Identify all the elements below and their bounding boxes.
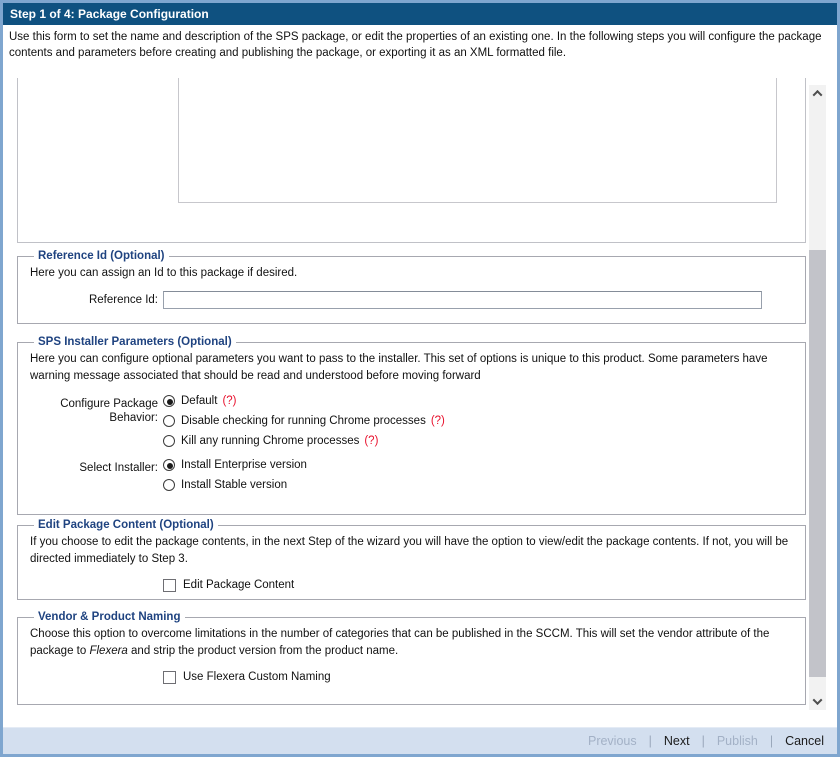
flexera-custom-naming-checkbox[interactable] (163, 671, 176, 684)
scroll-down-button[interactable] (809, 693, 826, 710)
chevron-down-icon (813, 695, 823, 705)
reference-id-help-text: Here you can assign an Id to this package if desired. (30, 267, 298, 279)
edit-package-content-legend: Edit Package Content (Optional) (38, 519, 214, 531)
radio-label-disable-checking[interactable]: Disable checking for running Chrome processes (181, 414, 426, 427)
behavior-options (163, 395, 445, 447)
scroll-up-button[interactable] (809, 85, 826, 102)
configure-package-behavior-label: Configure Package Behavior: (60, 397, 158, 425)
vendor-product-naming-text (30, 626, 795, 661)
flexera-custom-naming-option[interactable] (163, 671, 795, 684)
edit-package-content-option[interactable] (163, 579, 795, 592)
reference-id-row (28, 291, 795, 309)
vendor-text-after: and strip the product version from the product name. (127, 645, 399, 658)
vendor-text-flexera: Flexera (89, 645, 128, 658)
publish-button: Publish (716, 734, 758, 748)
radio-button-enterprise[interactable] (163, 459, 175, 471)
radio-label-enterprise[interactable]: Install Enterprise version (181, 458, 307, 471)
previous-button: Previous (587, 734, 637, 748)
radio-option-disable-checking[interactable] (163, 415, 445, 427)
radio-label-stable[interactable]: Install Stable version (181, 478, 288, 491)
vertical-scrollbar[interactable] (809, 85, 826, 710)
sps-installer-parameters-section (17, 336, 806, 515)
cancel-button[interactable]: Cancel (785, 734, 824, 748)
edit-package-content-checkbox-label[interactable]: Edit Package Content (183, 579, 295, 591)
radio-label-kill-processes[interactable]: Kill any running Chrome processes (181, 434, 360, 447)
help-icon-default[interactable]: (?) (222, 394, 237, 407)
reference-id-input[interactable] (163, 291, 762, 309)
reference-id-legend: Reference Id (Optional) (38, 250, 165, 262)
select-installer-label: Select Installer: (79, 461, 158, 474)
installer-options (163, 459, 307, 491)
wizard-title: Step 1 of 4: Package Configuration (3, 3, 837, 25)
vendor-product-naming-legend: Vendor & Product Naming (38, 611, 181, 623)
edit-package-content-section (17, 519, 806, 600)
radio-option-stable[interactable] (163, 479, 307, 491)
button-separator: | (701, 734, 705, 748)
radio-option-enterprise[interactable] (163, 459, 307, 471)
chevron-up-icon (813, 90, 823, 100)
select-installer-group (28, 459, 795, 491)
next-button[interactable]: Next (663, 734, 690, 748)
radio-button-default[interactable] (163, 395, 175, 407)
vendor-product-naming-section (17, 611, 806, 705)
package-description-group (17, 78, 806, 243)
sps-installer-parameters-legend: SPS Installer Parameters (Optional) (38, 336, 232, 348)
edit-package-content-checkbox[interactable] (163, 579, 176, 592)
configure-package-behavior-group (28, 395, 795, 447)
radio-button-disable-checking[interactable] (163, 415, 175, 427)
edit-package-content-text: If you choose to edit the package contents, in the next Step of the wizard you will have the option to view/edit the package contents. If not, you will be directed immediately to Step 3. (30, 536, 789, 566)
help-icon-disable-checking[interactable]: (?) (430, 414, 445, 427)
radio-option-kill-processes[interactable] (163, 435, 445, 447)
radio-button-stable[interactable] (163, 479, 175, 491)
flexera-custom-naming-checkbox-label[interactable]: Use Flexera Custom Naming (183, 671, 331, 683)
vendor-text-before: Choose this option to overcome limitations in the number of categories that can be published in the SCCM. This will set the vendor attribute of the package to (30, 628, 770, 658)
wizard-button-bar (3, 727, 837, 754)
radio-label-default[interactable]: Default (181, 394, 218, 407)
radio-button-kill-processes[interactable] (163, 435, 175, 447)
scroll-viewport (3, 78, 809, 712)
button-separator: | (648, 734, 652, 748)
wizard-description: Use this form to set the name and description of the SPS package, or edit the properties of an existing one. In the following steps you will configure the package contents and parameters before creating and publishing the package, or exporting it as an XML formatted file. (9, 31, 822, 60)
sps-installer-parameters-text: Here you can configure optional parameters you want to pass to the installer. This set of options is unique to this product. Some parameters have warning message associated that should be read and understood before moving forward (30, 353, 768, 383)
help-icon-kill-processes[interactable]: (?) (364, 434, 379, 447)
package-description-textarea[interactable] (178, 78, 777, 203)
scrollbar-thumb[interactable] (809, 250, 826, 677)
button-separator: | (769, 734, 774, 748)
reference-id-section (17, 250, 806, 324)
reference-id-label: Reference Id: (88, 294, 158, 307)
radio-option-default[interactable] (163, 395, 445, 407)
